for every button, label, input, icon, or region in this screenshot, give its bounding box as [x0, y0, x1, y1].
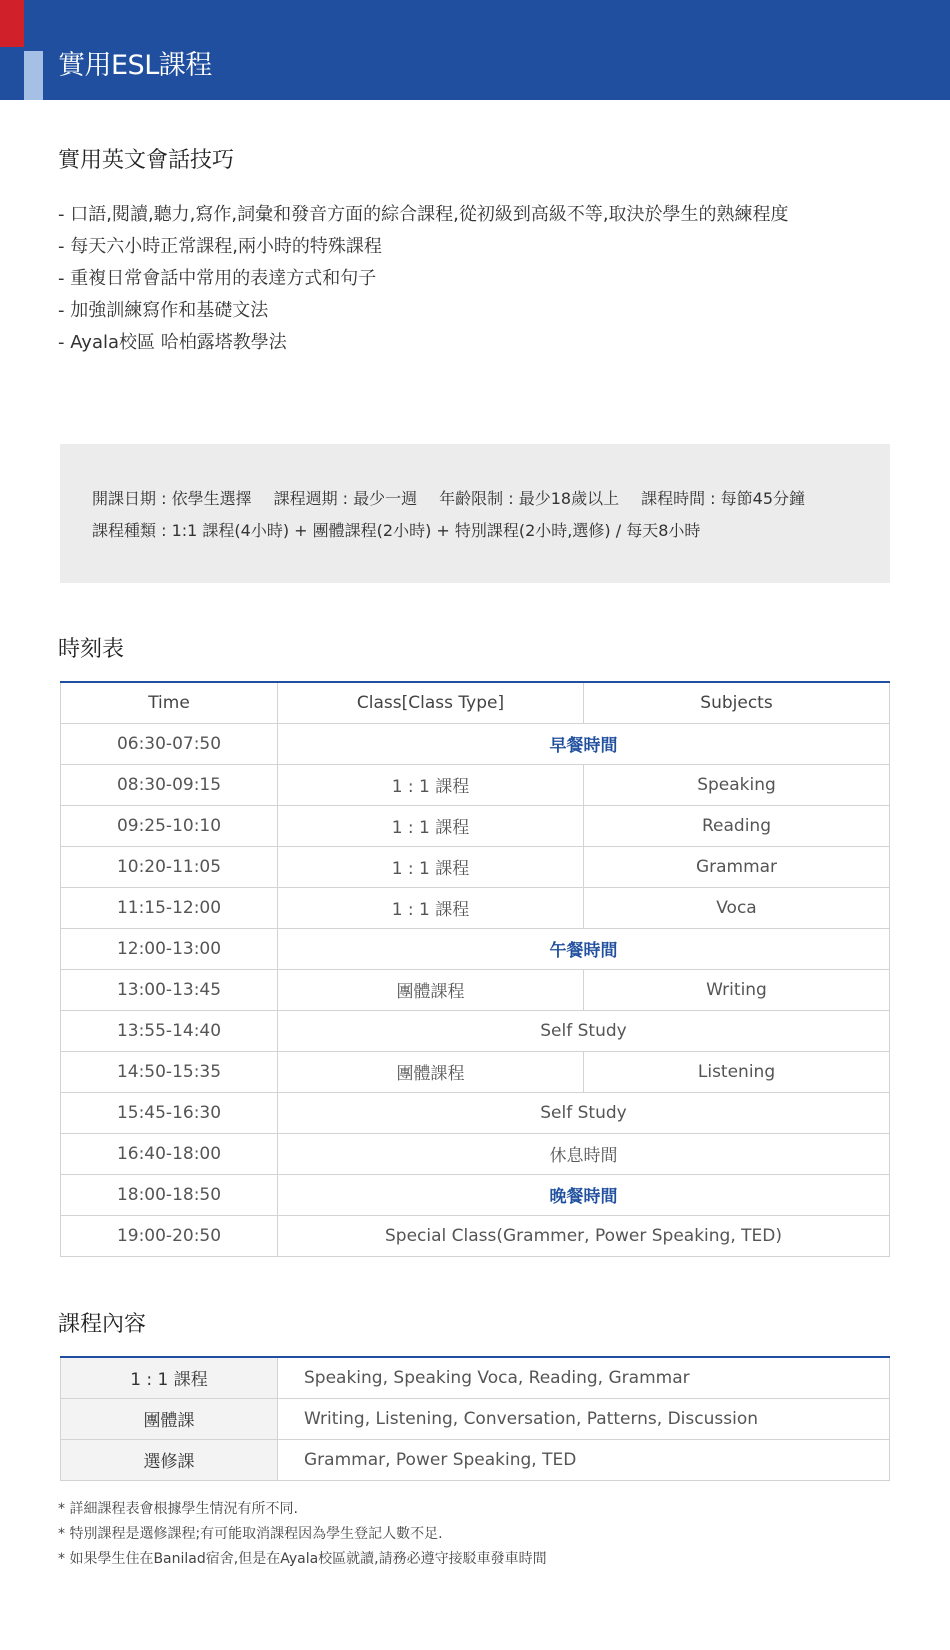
table-row: [61, 764, 890, 805]
meal-time-cell: 午餐時間: [278, 928, 890, 969]
intro-bullet: - 每天六小時正常課程,兩小時的特殊課程: [58, 236, 382, 257]
table-row: [61, 1133, 890, 1174]
timetable-header-row: [61, 682, 890, 723]
time-cell: 06:30-07:50: [61, 723, 278, 764]
class-type-cell: 1 : 1 課程: [278, 887, 584, 928]
subject-cell: Writing: [584, 969, 890, 1010]
page-header: [0, 0, 950, 100]
course-type-cell: 選修課: [61, 1439, 278, 1480]
subject-cell: Grammar: [584, 846, 890, 887]
class-type-cell: 團體課程: [278, 969, 584, 1010]
table-row: [61, 1051, 890, 1092]
spanning-activity-cell: Self Study: [278, 1092, 890, 1133]
course-type-cell: 團體課: [61, 1398, 278, 1439]
class-type-cell: 1 : 1 課程: [278, 805, 584, 846]
class-type-cell: 團體課程: [278, 1051, 584, 1092]
contents-title: 課程內容: [58, 1312, 147, 1337]
table-row: [61, 887, 890, 928]
table-row: [61, 805, 890, 846]
course-contents-table: [60, 1356, 890, 1481]
timetable-title: 時刻表: [58, 637, 125, 662]
time-cell: 14:50-15:35: [61, 1051, 278, 1092]
subject-cell: Listening: [584, 1051, 890, 1092]
footnote: * 特別課程是選修課程;有可能取消課程因為學生登記人數不足.: [58, 1526, 443, 1542]
table-row: [61, 846, 890, 887]
intro-bullet: - 重複日常會話中常用的表達方式和句子: [58, 268, 377, 289]
column-header-time: Time: [61, 682, 278, 723]
spanning-activity-cell: Self Study: [278, 1010, 890, 1051]
class-type-cell: 1 : 1 課程: [278, 846, 584, 887]
course-subjects-cell: Grammar, Power Speaking, TED: [278, 1439, 890, 1480]
spanning-activity-cell: 休息時間: [278, 1133, 890, 1174]
intro-bullet-list: [58, 199, 918, 359]
course-subjects-cell: Speaking, Speaking Voca, Reading, Grammar: [278, 1357, 890, 1398]
course-info-box: [60, 444, 890, 583]
course-info-line: [92, 483, 890, 515]
spanning-activity-cell: Special Class(Grammer, Power Speaking, TED): [278, 1215, 890, 1256]
subject-cell: Voca: [584, 887, 890, 928]
time-cell: 10:20-11:05: [61, 846, 278, 887]
footnotes: [58, 1497, 547, 1572]
time-cell: 12:00-13:00: [61, 928, 278, 969]
table-row: [61, 1357, 890, 1398]
table-row: [61, 1010, 890, 1051]
table-row: [61, 1398, 890, 1439]
course-period: 課程週期 : 最少一週: [273, 489, 418, 508]
subject-cell: Speaking: [584, 764, 890, 805]
time-cell: 19:00-20:50: [61, 1215, 278, 1256]
time-cell: 08:30-09:15: [61, 764, 278, 805]
table-row: [61, 723, 890, 764]
time-cell: 15:45-16:30: [61, 1092, 278, 1133]
course-types: 課程種類 : 1:1 課程(4小時) + 團體課程(2小時) + 特別課程(2小時,選修) / 每天8小時: [92, 521, 701, 540]
timetable: [60, 681, 890, 1257]
page-title: 實用ESL課程: [58, 50, 212, 81]
table-row: [61, 1092, 890, 1133]
footnote: * 如果學生住在Banilad宿舍,但是在Ayala校區就讀,請務必遵守接駁車發車時間: [58, 1551, 547, 1567]
time-cell: 13:00-13:45: [61, 969, 278, 1010]
header-stripe-accent: [24, 51, 43, 100]
meal-time-cell: 早餐時間: [278, 723, 890, 764]
intro-bullet: - 口語,閱讀,聽力,寫作,詞彙和發音方面的綜合課程,從初級到高級不等,取決於學生的熟練程度: [58, 204, 789, 225]
class-hours: 課程時間 : 每節45分鐘: [641, 489, 806, 508]
time-cell: 11:15-12:00: [61, 887, 278, 928]
intro-bullet: - 加強訓練寫作和基礎文法: [58, 300, 269, 321]
meal-time-cell: 晚餐時間: [278, 1174, 890, 1215]
subject-cell: Reading: [584, 805, 890, 846]
table-row: [61, 1215, 890, 1256]
column-header-subjects: Subjects: [584, 682, 890, 723]
start-date: 開課日期 : 依學生選擇: [92, 489, 252, 508]
table-row: [61, 1174, 890, 1215]
table-row: [61, 1439, 890, 1480]
intro-title: 實用英文會話技巧: [58, 148, 235, 173]
time-cell: 13:55-14:40: [61, 1010, 278, 1051]
time-cell: 16:40-18:00: [61, 1133, 278, 1174]
class-type-cell: 1 : 1 課程: [278, 764, 584, 805]
course-type-cell: 1 : 1 課程: [61, 1357, 278, 1398]
header-red-accent: [0, 0, 24, 47]
table-row: [61, 969, 890, 1010]
intro-bullet: - Ayala校區 哈柏露塔教學法: [58, 332, 287, 353]
table-row: [61, 928, 890, 969]
course-subjects-cell: Writing, Listening, Conversation, Patterns, Discussion: [278, 1398, 890, 1439]
time-cell: 09:25-10:10: [61, 805, 278, 846]
column-header-class: Class[Class Type]: [278, 682, 584, 723]
age-limit: 年齡限制 : 最少18歲以上: [439, 489, 620, 508]
footnote: * 詳細課程表會根據學生情況有所不同.: [58, 1501, 298, 1517]
time-cell: 18:00-18:50: [61, 1174, 278, 1215]
